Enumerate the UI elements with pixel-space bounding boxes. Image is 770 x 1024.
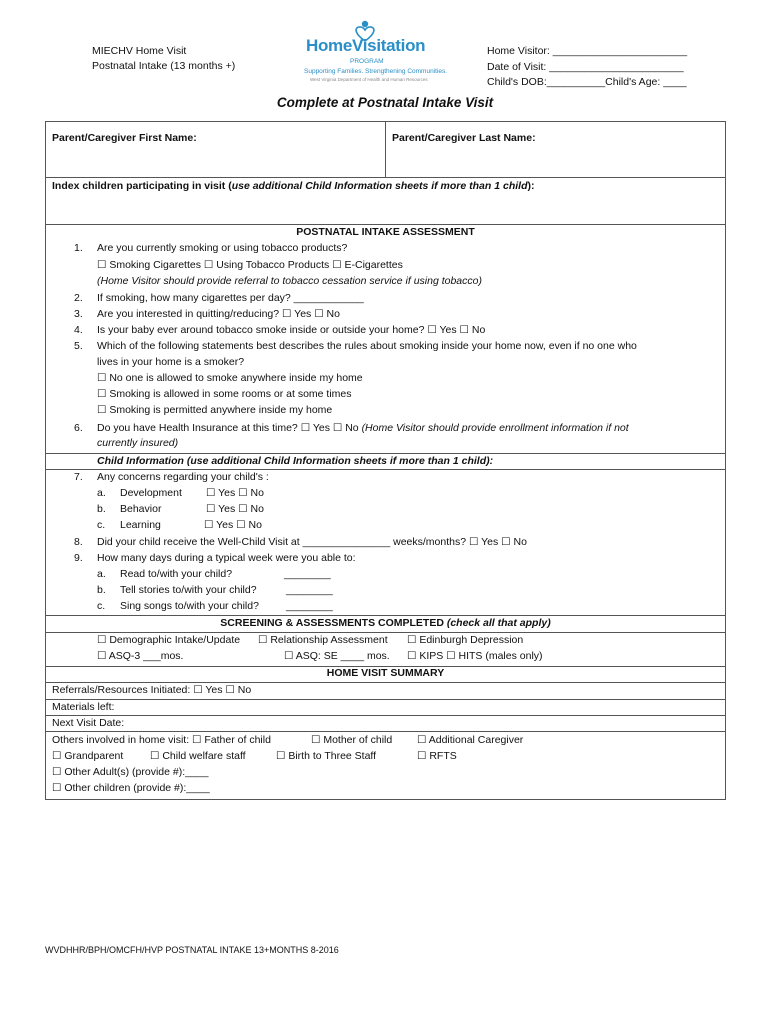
program-line-1: MIECHV Home Visit bbox=[92, 45, 187, 57]
q2-text[interactable]: If smoking, how many cigarettes per day? ____________ bbox=[97, 292, 364, 304]
q3-number: 3. bbox=[74, 308, 83, 320]
referrals-field[interactable]: Referrals/Resources Initiated: ☐ Yes ☐ No bbox=[52, 684, 252, 696]
q7-number: 7. bbox=[74, 471, 83, 483]
q9c-blank[interactable]: ________ bbox=[286, 600, 333, 612]
logo-program: PROGRAM bbox=[350, 58, 384, 65]
q7b-label: Behavior bbox=[120, 503, 162, 515]
others-birth-to-three-staff[interactable]: ☐ Birth to Three Staff bbox=[276, 750, 377, 762]
materials-left-field[interactable]: Materials left: bbox=[52, 701, 115, 713]
q9b-label: Tell stories to/with your child? bbox=[120, 584, 257, 596]
screening-asq-se[interactable]: ☐ ASQ: SE ____ mos. bbox=[284, 650, 390, 662]
logo-tagline: Supporting Families. Strengthening Communities. bbox=[304, 68, 448, 75]
home-visitor-field[interactable]: Home Visitor: _______________________ bbox=[487, 45, 688, 57]
q9b-letter: b. bbox=[97, 584, 106, 596]
q7-text: Any concerns regarding your child's : bbox=[97, 471, 269, 483]
visit-info-header bbox=[487, 44, 687, 91]
screening-demographic[interactable]: ☐ Demographic Intake/Update bbox=[97, 634, 241, 646]
q1-number: 1. bbox=[74, 242, 83, 254]
q7a-label: Development bbox=[120, 487, 182, 499]
q9c-label: Sing songs to/with your child? bbox=[120, 600, 259, 612]
others-mother-of-child[interactable]: ☐ Mother of child bbox=[311, 734, 393, 746]
others-additional-caregiver[interactable]: ☐ Additional Caregiver bbox=[417, 734, 524, 746]
q1-options[interactable]: ☐ Smoking Cigarettes ☐ Using Tobacco Products ☐ E-Cigarettes bbox=[97, 259, 403, 271]
q5-text: Which of the following statements best describes the rules about smoking inside your home now, even if no one who bbox=[97, 340, 637, 352]
logo-agency: West Virginia Department of Health and Human Resources bbox=[310, 77, 428, 82]
next-visit-date-field[interactable]: Next Visit Date: bbox=[52, 717, 125, 729]
q8-text[interactable]: Did your child receive the Well-Child Visit at _______________ weeks/months? ☐ Yes ☐ No bbox=[97, 536, 527, 548]
q7c-letter: c. bbox=[97, 519, 106, 531]
others-other-children[interactable]: ☐ Other children (provide #):____ bbox=[52, 782, 210, 794]
q9-text: How many days during a typical week were you able to: bbox=[97, 552, 356, 564]
first-name-label: Parent/Caregiver First Name: bbox=[52, 132, 197, 144]
others-child-welfare-staff[interactable]: ☐ Child welfare staff bbox=[150, 750, 246, 762]
q5-option-1[interactable]: ☐ No one is allowed to smoke anywhere inside my home bbox=[97, 372, 363, 384]
program-header bbox=[92, 44, 235, 74]
q5-text-cont: lives in your home is a smoker? bbox=[97, 356, 245, 368]
q6-note-cont: currently insured) bbox=[97, 437, 179, 449]
q5-number: 5. bbox=[74, 340, 83, 352]
date-of-visit-field[interactable]: Date of Visit: _______________________ bbox=[487, 60, 684, 73]
home-visitation-logo bbox=[300, 20, 448, 82]
others-rfts[interactable]: ☐ RFTS bbox=[417, 750, 457, 762]
q1-note: (Home Visitor should provide referral to tobacco cessation service if using tobacco) bbox=[97, 275, 482, 287]
footer-form-id: WVDHHR/BPH/OMCFH/HVP POSTNATAL INTAKE 13+MONTHS 8-2016 bbox=[45, 945, 339, 955]
q2-number: 2. bbox=[74, 292, 83, 304]
summary-section-header: HOME VISIT SUMMARY bbox=[326, 667, 445, 679]
intake-form bbox=[45, 121, 726, 800]
screening-section-header: SCREENING & ASSESSMENTS COMPLETED (check all that apply) bbox=[220, 617, 551, 629]
q9b-blank[interactable]: ________ bbox=[286, 584, 333, 596]
others-other-adults[interactable]: ☐ Other Adult(s) (provide #):____ bbox=[52, 766, 209, 778]
page-title: Complete at Postnatal Intake Visit bbox=[276, 95, 494, 110]
q9a-letter: a. bbox=[97, 568, 106, 580]
q5-option-2[interactable]: ☐ Smoking is allowed in some rooms or at some times bbox=[97, 388, 352, 400]
q5-option-3[interactable]: ☐ Smoking is permitted anywhere inside my home bbox=[97, 404, 333, 416]
screening-relationship[interactable]: ☐ Relationship Assessment bbox=[258, 634, 388, 646]
others-father-of-child[interactable]: Others involved in home visit: ☐ Father of child bbox=[52, 734, 271, 746]
q4-text[interactable]: Is your baby ever around tobacco smoke inside or outside your home? ☐ Yes ☐ No bbox=[97, 324, 486, 336]
q7c-label: Learning bbox=[120, 519, 161, 531]
q9a-label: Read to/with your child? bbox=[120, 568, 233, 580]
q7b-letter: b. bbox=[97, 503, 106, 515]
screening-kips-hits[interactable]: ☐ KIPS ☐ HITS (males only) bbox=[407, 650, 543, 662]
q9a-blank[interactable]: ________ bbox=[284, 568, 331, 580]
q9-number: 9. bbox=[74, 552, 83, 564]
q9c-letter: c. bbox=[97, 600, 106, 612]
assessment-section-header: POSTNATAL INTAKE ASSESSMENT bbox=[296, 226, 475, 238]
logo-name: HomeVisitation bbox=[306, 36, 426, 55]
q3-text[interactable]: Are you interested in quitting/reducing? ☐ Yes ☐ No bbox=[97, 308, 340, 320]
q7c-options[interactable]: ☐ Yes ☐ No bbox=[204, 519, 262, 531]
q1-text: Are you currently smoking or using tobacco products? bbox=[97, 242, 348, 254]
others-grandparent[interactable]: ☐ Grandparent bbox=[52, 750, 124, 762]
screening-asq3[interactable]: ☐ ASQ-3 ___mos. bbox=[97, 650, 184, 662]
q6-number: 6. bbox=[74, 422, 83, 434]
last-name-label: Parent/Caregiver Last Name: bbox=[392, 132, 536, 144]
q7a-options[interactable]: ☐ Yes ☐ No bbox=[206, 487, 264, 499]
index-children-label: Index children participating in visit (use additional Child Information sheets if more than 1 child): bbox=[52, 180, 535, 192]
q6-text[interactable]: Do you have Health Insurance at this time? ☐ Yes ☐ No (Home Visitor should provide enrollment information if not bbox=[97, 422, 629, 434]
q4-number: 4. bbox=[74, 324, 83, 336]
q8-number: 8. bbox=[74, 536, 83, 548]
program-line-2: Postnatal Intake (13 months +) bbox=[92, 60, 236, 72]
screening-edinburgh[interactable]: ☐ Edinburgh Depression bbox=[407, 634, 524, 646]
q7a-letter: a. bbox=[97, 487, 106, 499]
child-dob-age-field[interactable]: Child's DOB:__________Child's Age: ____ bbox=[487, 76, 687, 88]
q7b-options[interactable]: ☐ Yes ☐ No bbox=[206, 503, 264, 515]
child-info-section-header: Child Information (use additional Child Information sheets if more than 1 child): bbox=[97, 455, 494, 467]
